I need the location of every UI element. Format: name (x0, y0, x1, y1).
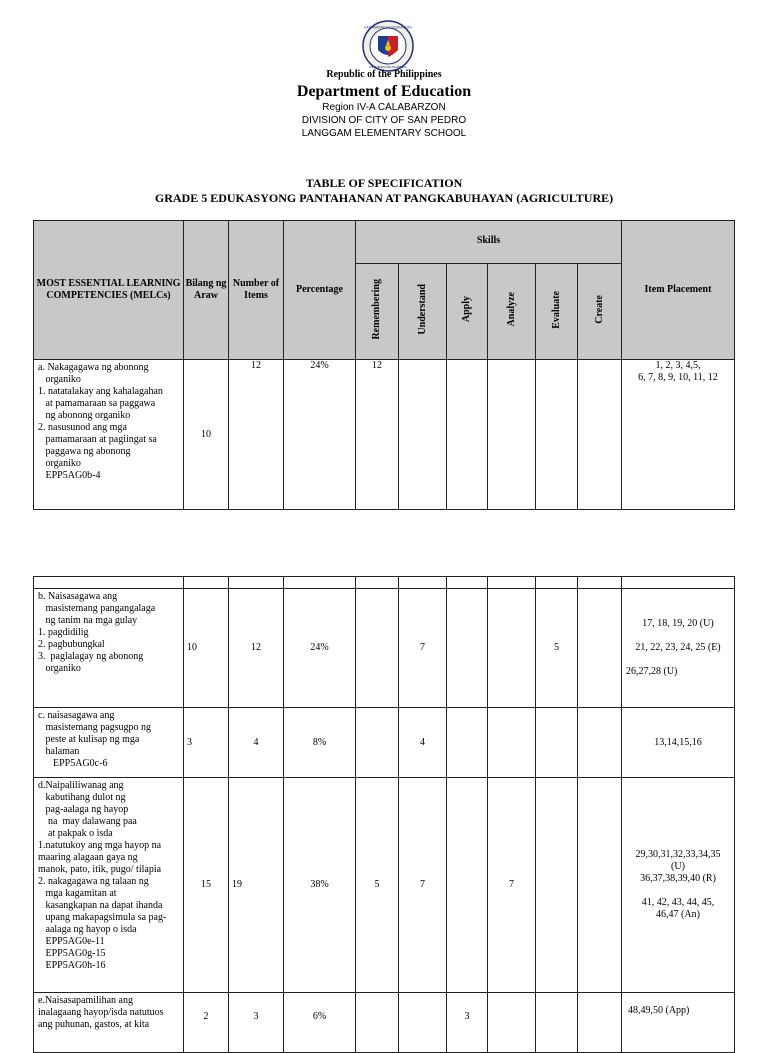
items-cell: 3 (229, 993, 284, 1053)
analyze-header: Analyze (505, 292, 517, 327)
percentage-header: Percentage (284, 221, 356, 360)
table-row-d (34, 778, 735, 993)
specification-table (33, 220, 735, 510)
melc-header: MOST ESSENTIAL LEARNING COMPETENCIES (MELCs) (34, 221, 184, 360)
melc-cell: e.Naisasapamilihan ang inalagaang hayop/isda natutuos ang puhunan, gastos, at kita (34, 993, 184, 1053)
items-header: Number of Items (229, 221, 284, 360)
days-cell: 10 (184, 360, 229, 510)
region-line: Region IV-A CALABARZON (322, 102, 446, 113)
document-title: TABLE OF SPECIFICATION (305, 176, 463, 190)
analyze-cell: 7 (488, 778, 536, 993)
specification-table-continued (33, 576, 735, 1053)
understand-header: Understand (416, 284, 428, 335)
percentage-cell: 6% (284, 993, 356, 1053)
department-title: Department of Education (296, 83, 472, 100)
placement-cell: 1, 2, 3, 4,5, 6, 7, 8, 9, 10, 11, 12 (622, 360, 735, 510)
percentage-cell: 24% (284, 360, 356, 510)
placement-cell: 17, 18, 19, 20 (U) 21, 22, 23, 24, 25 (E) 26,27,28 (U) (622, 589, 735, 708)
remembering-cell: 5 (356, 778, 399, 993)
days-cell: 2 (184, 993, 229, 1053)
items-cell: 12 (229, 360, 284, 510)
days-header: Bilang ng Araw (184, 221, 229, 360)
seal-subtext: REPUBLIKA NG PILIPINAS (369, 65, 407, 69)
melc-cell: d.Naipaliliwanag ang kabutihang dulot ng pag-aalaga ng hayop na may dalawang paa at pakpak o isda 1.natutukoy ang mga hayop na maaring alagaan gaya ng manok, pato, itik, pugo/ tilapia 2. nakagagawa ng talaan ng mga kagamitan at kasangkapan na dapat ihanda upang makapagsimula sa pag- aalaga ng hayop o isda EPP5AG0e-11 EPP5AG0g-15 EPP5AG0h-16 (34, 778, 184, 993)
remembering-header: Remembering (371, 279, 382, 340)
skills-header: Skills (356, 221, 622, 264)
republic-line: Republic of the Philippines (326, 69, 442, 80)
apply-header: Apply (461, 296, 472, 323)
understand-cell: 7 (399, 778, 447, 993)
division-line: DIVISION OF CITY OF SAN PEDRO (301, 115, 467, 126)
apply-cell: 3 (447, 993, 488, 1053)
deped-seal-logo (362, 20, 414, 72)
items-cell: 12 (229, 589, 284, 708)
placement-cell: 48,49,50 (App) (622, 993, 735, 1053)
percentage-cell: 24% (284, 589, 356, 708)
table-row-b (34, 589, 735, 708)
items-cell: 4 (229, 708, 284, 778)
melc-cell: b. Naisasagawa ang masistemang pangangalaga ng tanim na mga gulay 1. pagdidilig 2. pagbubungkal 3. paglalagay ng abonong organiko (34, 589, 184, 708)
table-row-e (34, 993, 735, 1053)
evaluate-header: Evaluate (550, 290, 562, 329)
remembering-cell: 12 (356, 360, 399, 510)
create-header: Create (593, 295, 605, 324)
document-subtitle: GRADE 5 EDUKASYONG PANTAHANAN AT PANGKABUHAYAN (AGRICULTURE) (154, 191, 614, 205)
evaluate-cell: 5 (536, 589, 578, 708)
items-cell: 19 (229, 778, 284, 993)
melc-cell: a. Nakagagawa ng abonong organiko 1. natatalakay ang kahalagahan at pamamaraan sa paggawa ng abonong organiko 2. nasusunod ang mga pamamaraan at pagiingat sa paggawa ng abonong organiko EPP5AG0b-4 (34, 360, 184, 510)
days-cell: 15 (184, 778, 229, 993)
placement-cell: 29,30,31,32,33,34,35 (U) 36,37,38,39,40 (R) 41, 42, 43, 44, 45, 46,47 (An) (622, 778, 735, 993)
days-cell: 3 (184, 708, 229, 778)
table-row-c (34, 708, 735, 778)
table-row-a (34, 360, 735, 510)
school-line: LANGGAM ELEMENTARY SCHOOL (301, 128, 467, 139)
placement-cell: 13,14,15,16 (622, 708, 735, 778)
understand-cell: 4 (399, 708, 447, 778)
placement-header: Item Placement (622, 221, 735, 360)
melc-cell: c. naisasagawa ang masistemang pagsugpo ng peste at kulisap ng mga halaman EPP5AG0c-6 (34, 708, 184, 778)
understand-cell: 7 (399, 589, 447, 708)
percentage-cell: 38% (284, 778, 356, 993)
days-cell: 10 (184, 589, 229, 708)
percentage-cell: 8% (284, 708, 356, 778)
seal-text: KAGAWARAN NG EDUKASYON (364, 25, 412, 30)
